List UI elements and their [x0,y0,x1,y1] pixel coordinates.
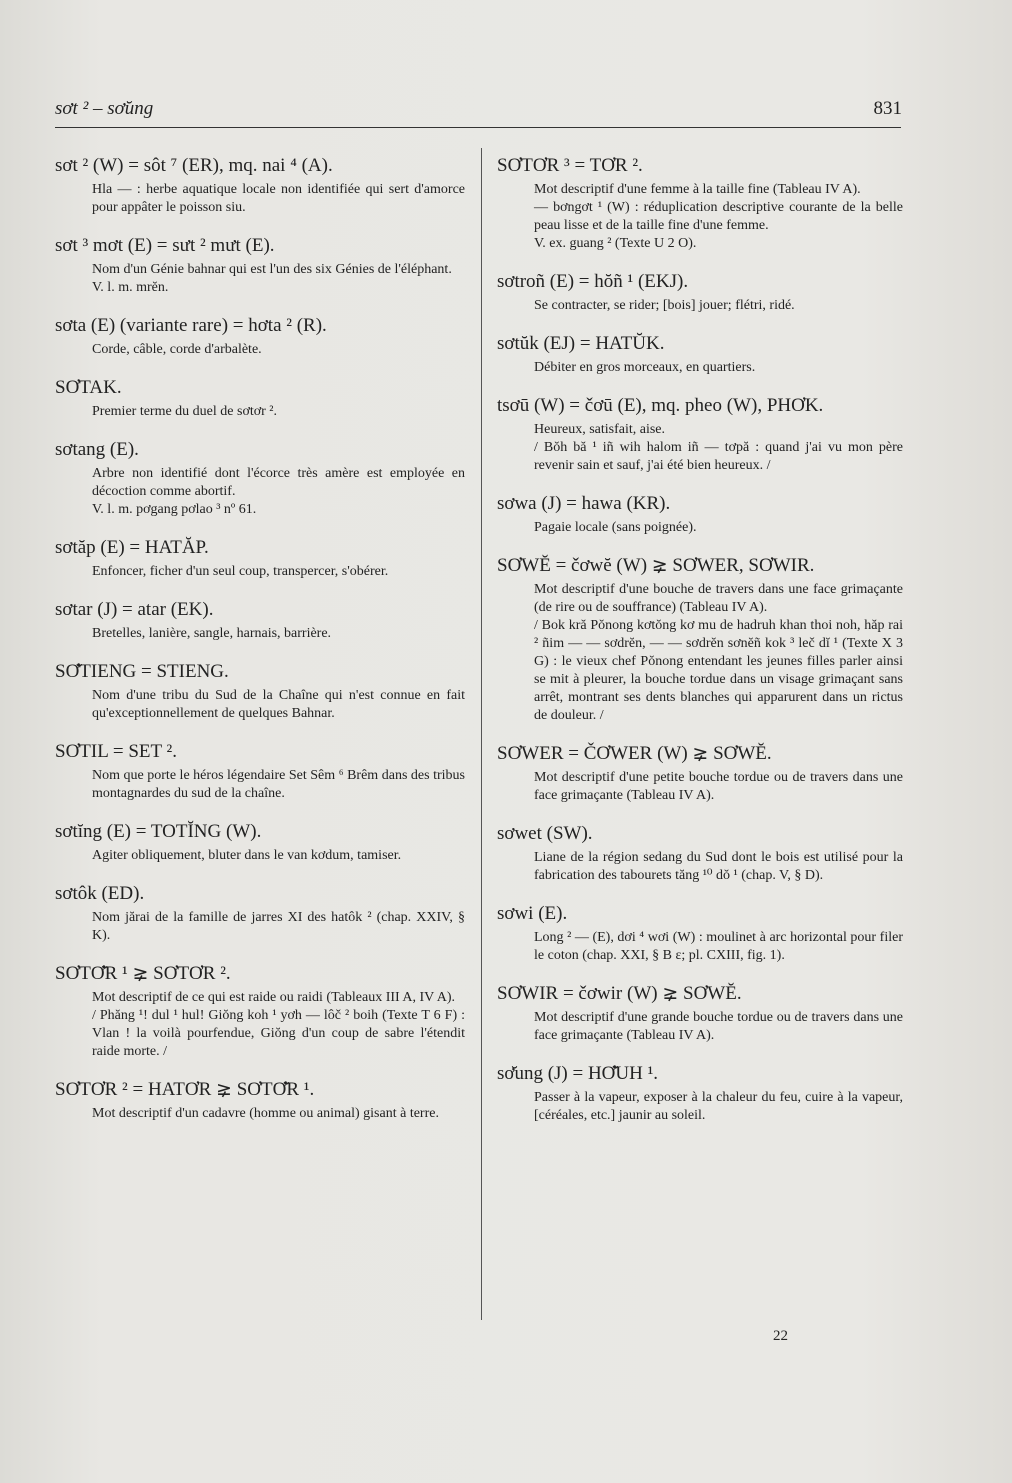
entry-definition [92,767,465,803]
entry-headword: sơwi (E). [497,903,568,924]
dictionary-entry [497,822,903,885]
right-column [497,154,903,1142]
entry-headword: sơt ³ mơt (E) = sưt ² mưt (E). [55,235,275,256]
entry-definition [92,403,465,421]
definition-line: Se contracter, se rider; [bois] jouer; flétri, ridé. [534,298,795,313]
definition-line: Nom d'un Génie bahnar qui est l'un des six Génies de l'éléphant. [92,262,452,277]
entry-headword: tsơū (W) = čơū (E), mq. pheo (W), PHƠK. [497,395,824,416]
entry-definition [92,909,465,945]
entry-definition [534,1089,903,1125]
definition-line: / Phăng ¹! dul ¹ hul! Giŏng koh ¹ yơh — lôč ² boih (Texte T 6 F) : Vlan ! la voilà pourfendue, Giŏng d'un coup de sabre l'étendit raide morte. / [92,1008,465,1059]
entry-definition [92,341,465,359]
entry-headword: sơtôk (ED). [55,883,145,904]
page-number: 831 [873,98,902,119]
dictionary-entry [55,314,465,359]
definition-line: V. l. m. mrĕn. [92,280,169,295]
entry-headword: sơwet (SW). [497,823,593,844]
entry-definition [92,465,465,519]
entry-headword: sơtĭng (E) = TOTĬNG (W). [55,821,262,842]
dictionary-entry [55,376,465,421]
entry-definition [92,625,465,643]
definition-line: V. l. m. pơgang pơlao ³ nº 61. [92,502,257,517]
dictionary-entry [55,598,465,643]
definition-line: Premier terme du duel de sơtơr ². [92,404,278,419]
entry-headword: sơwa (J) = hawa (KR). [497,493,671,514]
dictionary-entry [55,882,465,945]
entry-definition [92,261,465,297]
entry-definition [92,989,465,1061]
definition-line: Nom d'une tribu du Sud de la Chaîne qui n'est connue en fait qu'exceptionnellement de quelques Bahnar. [92,688,465,721]
left-column [55,154,465,1140]
definition-line: Heureux, satisfait, aise. [534,422,666,437]
definition-line: Liane de la région sedang du Sud dont le bois est utilisé pour la fabrication des tabourets tăng ¹⁰ dŏ ¹ (chap. V, § D). [534,850,903,883]
entry-headword: sơta (E) (variante rare) = hơta ² (R). [55,315,327,336]
definition-line: Nom jărai de la famille de jarres XI des hatôk ² (chap. XXIV, § K). [92,910,465,943]
entry-definition [534,421,903,475]
entry-definition [534,581,903,725]
definition-line: Nom que porte le héros légendaire Set Sêm ⁶ Brêm dans des tribus montagnardes du sud de la chaîne. [92,768,465,801]
definition-line: Mot descriptif d'une femme à la taille fine (Tableau IV A). [534,182,861,197]
entry-definition [534,769,903,805]
definition-line: Mot descriptif d'une petite bouche tordue ou de travers dans une face grimaçante (Tableau IV A). [534,770,903,803]
definition-line: V. ex. guang ² (Texte U 2 O). [534,236,697,251]
dictionary-entry [497,742,903,805]
dictionary-entry [55,1078,465,1123]
entry-definition [534,519,903,537]
dictionary-entry [55,820,465,865]
dictionary-entry [497,982,903,1045]
definition-line: Agiter obliquement, bluter dans le van kơdum, tamiser. [92,848,402,863]
dictionary-entry [497,902,903,965]
entry-definition [92,847,465,865]
dictionary-entry [55,740,465,803]
entry-headword: SƠWĔ = čơwĕ (W) ⪈ SƠWER, SƠWIR. [497,555,815,576]
dictionary-entry [55,536,465,581]
dictionary-entry [55,660,465,723]
running-head-text: sơt ² – sơ̆ung [55,98,154,119]
definition-line: Pagaie locale (sans poignée). [534,520,697,535]
entry-headword: sơtăp (E) = HATĂP. [55,537,209,558]
entry-definition [92,181,465,217]
dictionary-entry [497,394,903,475]
entry-definition [92,687,465,723]
entry-headword: SƠTAK. [55,377,122,398]
definition-line: Mot descriptif de ce qui est raide ou raidi (Tableaux III A, IV A). [92,990,456,1005]
dictionary-entry [497,332,903,377]
definition-line: / Bok kră Pŏnong kơtŏng kơ mu de hadruh khan thoi noh, hăp rai ² ñim — — sơdrĕn, — — sơdrĕn sơnĕñ kok ³ leč dĭ ¹ (Texte X 3 G) : le vieux chef Pŏnong entendant les jeunes filles parler ainsi se mit à pleurer, la bouche tordue dans un visage grimaçant sans arrêt, montrant ses dents blanches qui apparurent dans un rictus de douleur. / [534,618,903,723]
dictionary-entry [497,554,903,725]
dictionary-entry [55,438,465,519]
entry-headword: sơtŭk (EJ) = HATŬK. [497,333,665,354]
entry-headword: SƠ̆TIENG = STIENG. [55,661,229,682]
entry-definition [92,563,465,581]
entry-headword: sơtang (E). [55,439,139,460]
entry-definition [534,181,903,253]
entry-headword: SƠTƠ̆R ¹ ⪈ SƠTƠR ². [55,963,231,984]
entry-headword: sơt ² (W) = sôt ⁷ (ER), mq. nai ⁴ (A). [55,155,333,176]
dictionary-entry [55,962,465,1061]
dictionary-entry [55,234,465,297]
running-head [55,98,153,120]
entry-definition [534,1009,903,1045]
definition-line: Débiter en gros morceaux, en quartiers. [534,360,756,375]
entry-headword: sơtar (J) = atar (EK). [55,599,214,620]
dictionary-entry [497,154,903,253]
entry-definition [534,297,903,315]
definition-line: Mot descriptif d'une bouche de travers dans une face grimaçante (de rire ou de souffrance) (Tableau IV A). [534,582,903,615]
entry-headword: SƠWER = ČƠWER (W) ⪈ SƠWĔ. [497,743,772,764]
dictionary-entry [497,270,903,315]
entry-definition [534,359,903,377]
definition-line: Passer à la vapeur, exposer à la chaleur du feu, cuire à la vapeur, [céréales, etc.] jaunir au soleil. [534,1090,903,1123]
entry-definition [92,1105,465,1123]
footer-number: 22 [773,1328,788,1344]
dictionary-entry [497,1062,903,1125]
definition-line: Enfoncer, ficher d'un seul coup, transpercer, s'obérer. [92,564,389,579]
definition-line: Mot descriptif d'une grande bouche tordue ou de travers dans une face grimaçante (Tableau IV A). [534,1010,903,1043]
entry-definition [534,929,903,965]
header-rule [55,127,901,128]
entry-headword: SƠTIL = SET ². [55,741,177,762]
definition-line: Arbre non identifié dont l'écorce très amère est employée en décoction comme abortif. [92,466,465,499]
dictionary-entry [497,492,903,537]
definition-line: Bretelles, lanière, sangle, harnais, barrière. [92,626,332,641]
definition-line: Long ² — (E), dơi ⁴ wơi (W) : moulinet à arc horizontal pour filer le coton (chap. XXI, § B ε; pl. CXIII, fig. 1). [534,930,903,963]
entry-headword: SƠTƠR ³ = TƠR ². [497,155,643,176]
entry-definition [534,849,903,885]
definition-line: — bơngơt ¹ (W) : réduplication descriptive courante de la belle peau lisse et de la taille fine d'une femme. [534,200,903,233]
column-divider [481,148,482,1320]
entry-headword: sơ̆ung (J) = HƠ̆UH ¹. [497,1063,659,1084]
dictionary-entry [55,154,465,217]
definition-line: Mot descriptif d'un cadavre (homme ou animal) gisant à terre. [92,1106,439,1121]
definition-line: / Bŏh bă ¹ iñ wih halom iñ — tơpă : quand j'ai vu mon père revenir sain et sauf, j'ai été bien heureux. / [534,440,903,473]
entry-headword: SƠWIR = čơwir (W) ⪈ SƠWĔ. [497,983,742,1004]
definition-line: Hla — : herbe aquatique locale non identifiée qui sert d'amorce pour appâter le poisson siu. [92,182,465,215]
entry-headword: sơtroñ (E) = hŏñ ¹ (EKJ). [497,271,689,292]
definition-line: Corde, câble, corde d'arbalète. [92,342,262,357]
entry-headword: SƠTƠR ² = HATƠR ⪈ SƠTƠ̆R ¹. [55,1079,315,1100]
